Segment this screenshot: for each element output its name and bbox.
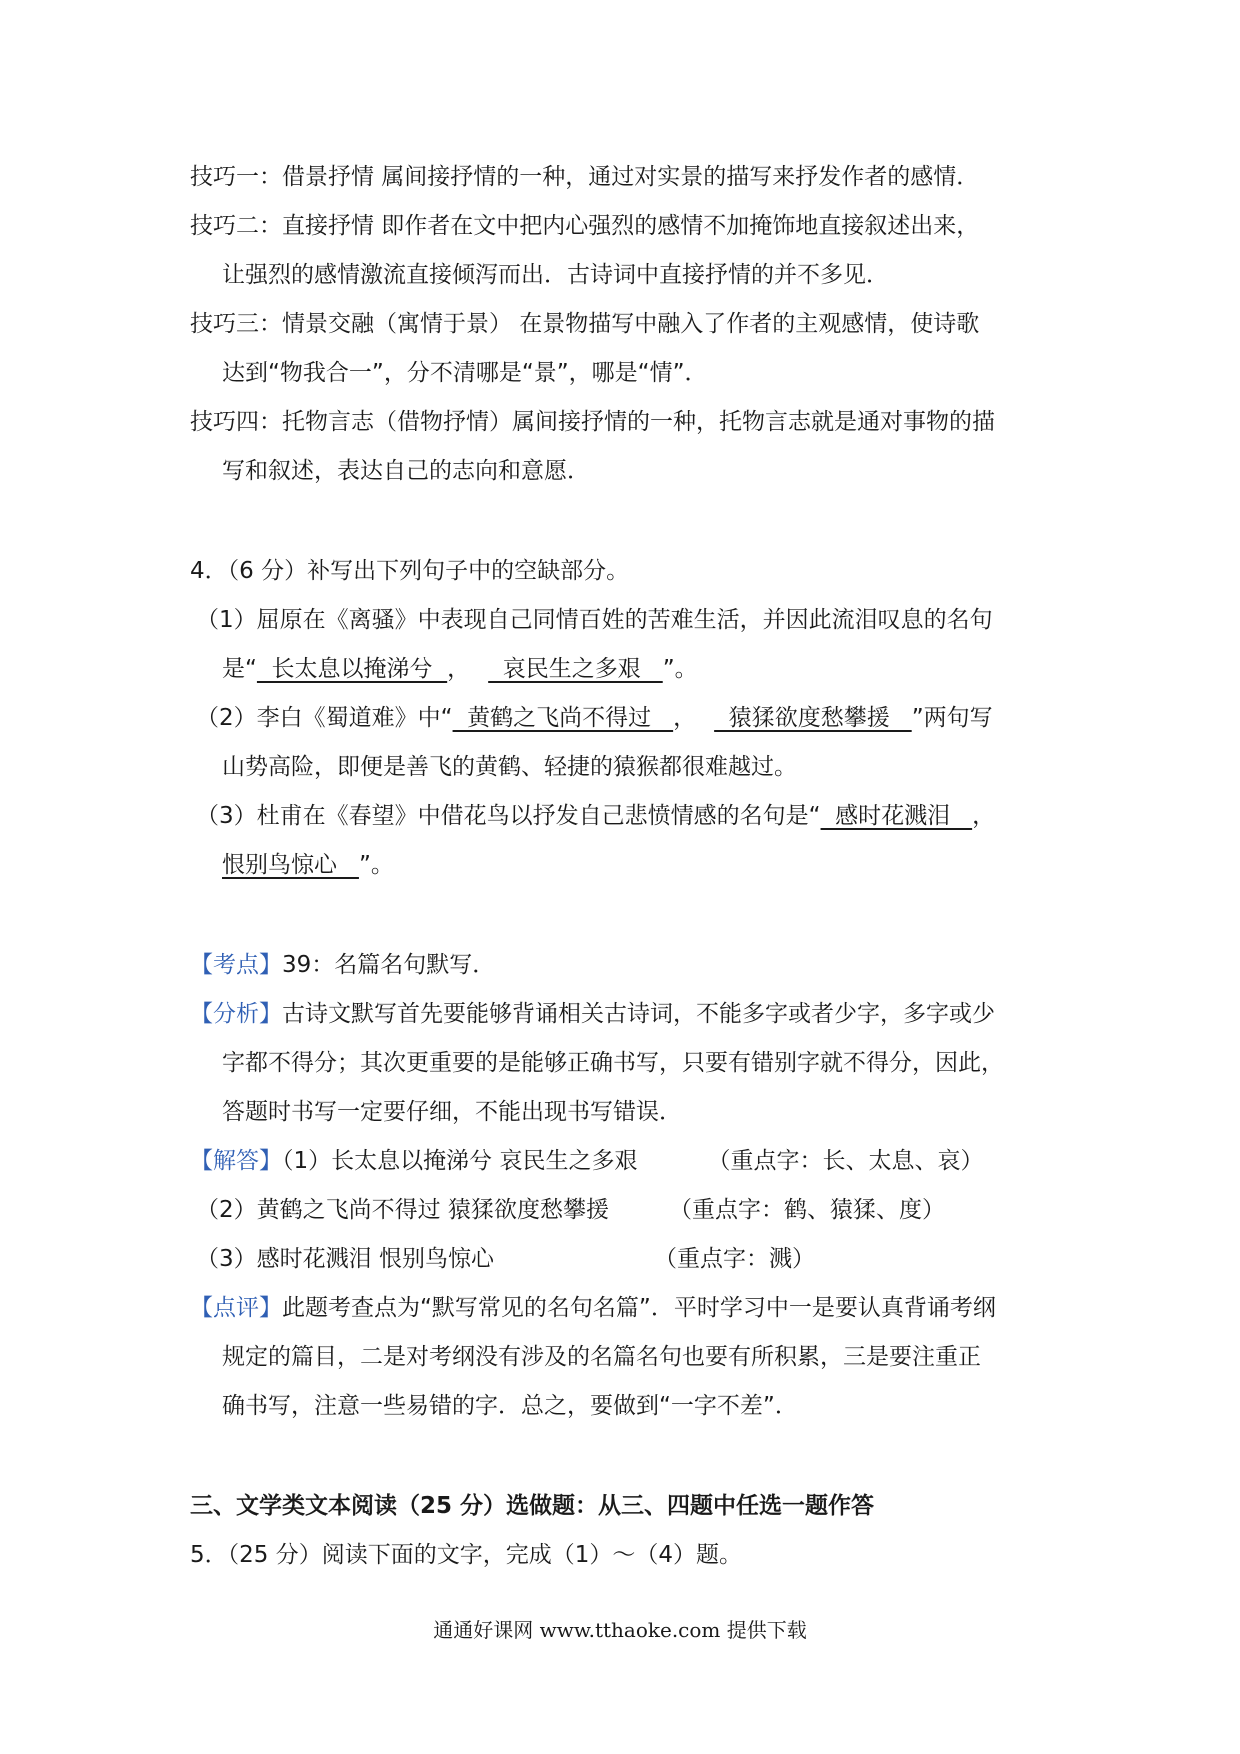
- answer-blank: 长太息以掩涕兮: [256, 656, 448, 682]
- answer-blank: 恨别鸟惊心: [222, 852, 359, 878]
- page-footer: 通通好课网 www.tthaoke.com 提供下载: [433, 1618, 807, 1642]
- question-5-stem: 5．（25 分）阅读下面的文字，完成（1）～（4）题。: [190, 1542, 742, 1568]
- q2-separator: ，: [673, 705, 697, 731]
- answer-blank: 哀民生之多艰: [488, 656, 663, 682]
- jieda-answer-2: （2）黄鹤之飞尚不得过 猿猱欲度愁攀援: [196, 1197, 609, 1223]
- jieda-line-2: [196, 1194, 1076, 1226]
- fenxi-line-2: 字都不得分；其次更重要的是能够正确书写，只要有错别字就不得分，因此，: [222, 1050, 1004, 1076]
- jieda-keychars-1: （重点字：长、太息、哀）: [707, 1148, 984, 1174]
- question-4-2-line-2: 山势高险，即便是善飞的黄鹤、轻捷的猿猴都很难越过。: [222, 754, 797, 780]
- tip-4-line-2: 写和叙述，表达自己的志向和意愿．: [222, 458, 590, 484]
- question-4-3-line-1: [196, 800, 1076, 832]
- tip-1: 技巧一：借景抒情 属间接抒情的一种，通过对实景的描写来抒发作者的感情．: [190, 164, 980, 190]
- dianping-tag: 【点评】: [190, 1295, 282, 1321]
- dianping-line-1: [190, 1292, 1070, 1324]
- fenxi-line-3: 答题时书写一定要仔细，不能出现书写错误．: [222, 1099, 682, 1125]
- jieda-tag: 【解答】: [190, 1148, 282, 1174]
- question-4-3-line-2: [222, 849, 1102, 881]
- section-3-heading: 三、文学类文本阅读（25 分）选做题：从三、四题中任选一题作答: [190, 1493, 875, 1519]
- q1-prefix: 是“: [222, 656, 257, 682]
- kaodian-line: [190, 949, 1070, 981]
- jieda-answer-3: （3）感时花溅泪 恨别鸟惊心: [196, 1246, 494, 1272]
- fenxi-tag: 【分析】: [190, 1001, 282, 1027]
- dianping-line-2: 规定的篇目，二是对考纲没有涉及的名篇名句也要有所积累，三是要注重正: [222, 1344, 981, 1370]
- jieda-answer-1: （1）长太息以掩涕兮 哀民生之多艰: [282, 1148, 638, 1174]
- q3-prefix: （3）杜甫在《春望》中借花鸟以抒发自己悲愤情感的名句是“: [196, 803, 821, 829]
- q1-separator: ，: [447, 656, 471, 682]
- dianping-line-3: 确书写，注意一些易错的字．总之，要做到“一字不差”．: [222, 1393, 798, 1419]
- answer-blank: 黄鹤之飞尚不得过: [452, 705, 674, 731]
- question-4-2-line-1: [196, 702, 1076, 734]
- q3-separator: ，: [972, 803, 996, 829]
- jieda-keychars-2: （重点字：鹤、猿猱、度）: [668, 1197, 945, 1223]
- question-4-1-line-2: [222, 653, 1102, 685]
- q3-suffix: ”。: [358, 852, 394, 878]
- tip-3-line-2: 达到“物我合一”，分不清哪是“景”，哪是“情”．: [222, 360, 708, 386]
- answer-blank: 感时花溅泪: [820, 803, 973, 829]
- jieda-line-1: [190, 1145, 1070, 1177]
- kaodian-text: 39：名篇名句默写．: [282, 952, 496, 978]
- question-4-1-line-1: （1）屈原在《离骚》中表现自己同情百姓的苦难生活，并因此流泪叹息的名句: [196, 607, 993, 633]
- q2-suffix: ”两句写: [911, 705, 993, 731]
- tip-2-line-2: 让强烈的感情激流直接倾泻而出．古诗词中直接抒情的并不多见．: [222, 262, 889, 288]
- fenxi-line-1: [190, 998, 1070, 1030]
- jieda-keychars-3: （重点字：溅）: [653, 1246, 815, 1272]
- tip-2-line-1: 技巧二：直接抒情 即作者在文中把内心强烈的感情不加掩饰地直接叙述出来，: [190, 213, 980, 239]
- q2-prefix: （2）李白《蜀道难》中“: [196, 705, 453, 731]
- question-4-stem: 4．（6 分）补写出下列句子中的空缺部分。: [190, 558, 630, 584]
- tip-4-line-1: 技巧四：托物言志（借物抒情）属间接抒情的一种，托物言志就是通对事物的描: [190, 409, 995, 435]
- jieda-line-3: [196, 1243, 1076, 1275]
- tip-3-line-1: 技巧三：情景交融（寓情于景） 在景物描写中融入了作者的主观感情，使诗歌: [190, 311, 980, 337]
- kaodian-tag: 【考点】: [190, 952, 282, 978]
- fenxi-text: 古诗文默写首先要能够背诵相关古诗词，不能多字或者少字，多字或少: [282, 1001, 995, 1027]
- dianping-text: 此题考查点为“默写常见的名句名篇”．平时学习中一是要认真背诵考纲: [282, 1295, 996, 1321]
- q1-suffix: ”。: [662, 656, 698, 682]
- answer-blank: 猿猱欲度愁攀援: [714, 705, 912, 731]
